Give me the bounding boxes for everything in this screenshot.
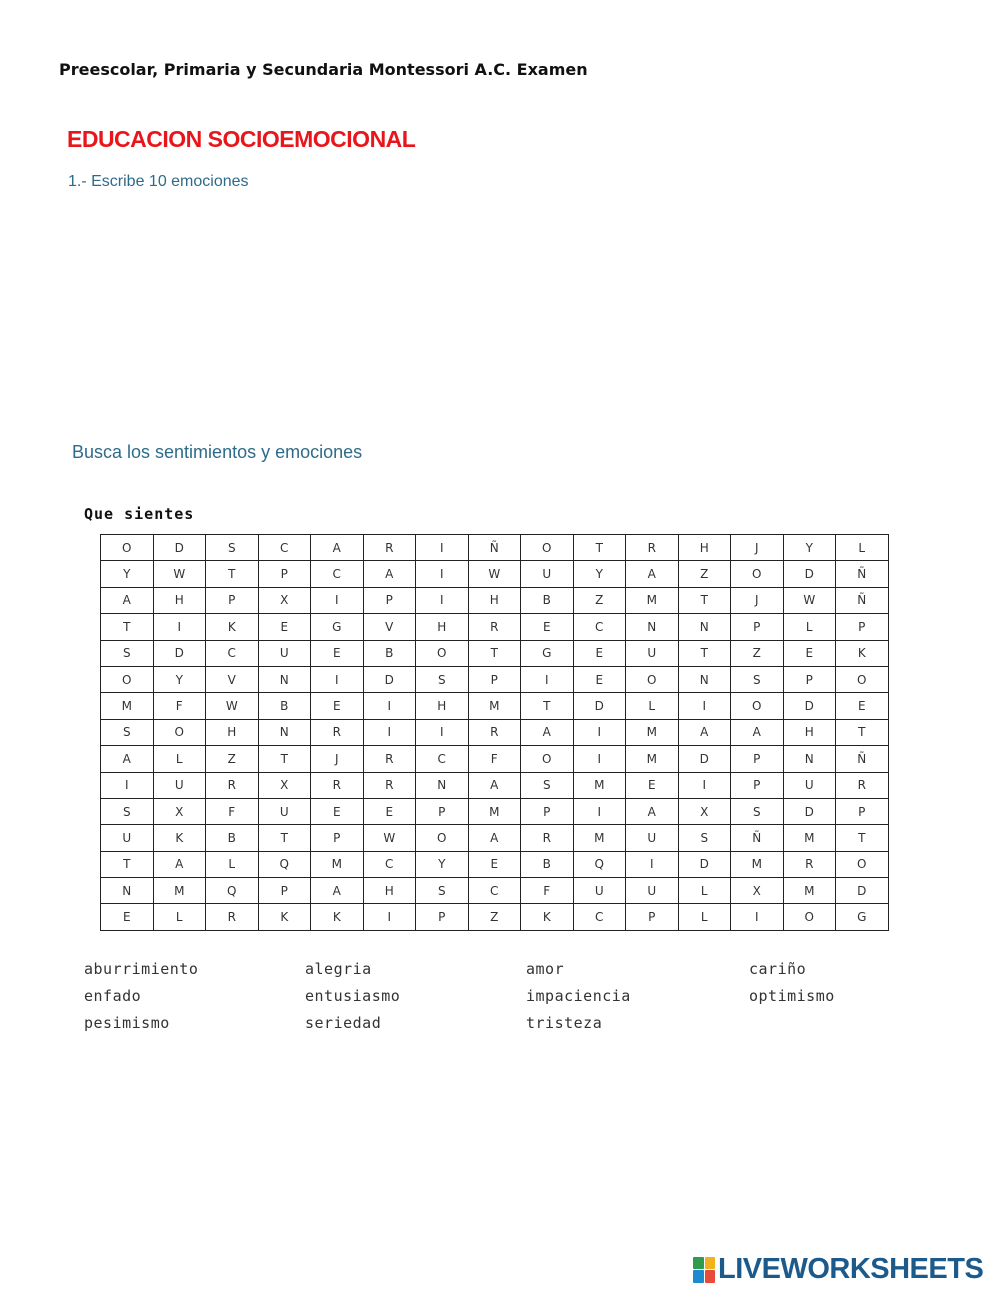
- grid-cell[interactable]: B: [521, 587, 574, 613]
- grid-cell[interactable]: R: [468, 614, 521, 640]
- grid-cell[interactable]: N: [416, 772, 469, 798]
- grid-cell[interactable]: W: [363, 825, 416, 851]
- grid-cell[interactable]: H: [363, 878, 416, 904]
- grid-cell[interactable]: B: [363, 640, 416, 666]
- grid-cell[interactable]: L: [678, 904, 731, 930]
- grid-cell[interactable]: B: [206, 825, 259, 851]
- grid-cell[interactable]: A: [521, 719, 574, 745]
- word-item: pesimismo: [84, 1014, 170, 1032]
- word-item: impaciencia: [526, 987, 631, 1005]
- grid-cell[interactable]: P: [416, 798, 469, 824]
- grid-cell[interactable]: P: [311, 825, 364, 851]
- grid-cell[interactable]: O: [731, 561, 784, 587]
- grid-cell[interactable]: S: [101, 719, 154, 745]
- grid-cell[interactable]: Z: [678, 561, 731, 587]
- grid-cell[interactable]: I: [416, 535, 469, 561]
- grid-row: [101, 666, 889, 692]
- grid-row: [101, 719, 889, 745]
- grid-cell[interactable]: T: [101, 614, 154, 640]
- grid-cell[interactable]: P: [468, 666, 521, 692]
- grid-cell[interactable]: C: [363, 851, 416, 877]
- grid-cell[interactable]: L: [836, 535, 889, 561]
- grid-cell[interactable]: C: [258, 535, 311, 561]
- grid-cell[interactable]: N: [783, 746, 836, 772]
- grid-cell[interactable]: S: [101, 640, 154, 666]
- grid-cell[interactable]: X: [731, 878, 784, 904]
- grid-row: [101, 640, 889, 666]
- grid-cell[interactable]: O: [153, 719, 206, 745]
- grid-cell[interactable]: F: [206, 798, 259, 824]
- grid-cell[interactable]: A: [468, 772, 521, 798]
- grid-cell[interactable]: R: [311, 719, 364, 745]
- grid-cell[interactable]: R: [363, 535, 416, 561]
- grid-cell[interactable]: L: [626, 693, 679, 719]
- word-item: optimismo: [749, 987, 835, 1005]
- grid-cell[interactable]: H: [468, 587, 521, 613]
- grid-cell[interactable]: O: [101, 666, 154, 692]
- grid-cell[interactable]: S: [101, 798, 154, 824]
- grid-cell[interactable]: O: [416, 825, 469, 851]
- grid-cell[interactable]: U: [626, 825, 679, 851]
- grid-cell[interactable]: D: [153, 640, 206, 666]
- grid-cell[interactable]: T: [678, 587, 731, 613]
- grid-cell[interactable]: H: [783, 719, 836, 745]
- grid-cell[interactable]: W: [468, 561, 521, 587]
- grid-cell[interactable]: T: [836, 825, 889, 851]
- grid-cell[interactable]: I: [626, 851, 679, 877]
- grid-cell[interactable]: L: [153, 746, 206, 772]
- grid-cell[interactable]: D: [783, 693, 836, 719]
- word-item: cariño: [749, 960, 807, 978]
- grid-cell[interactable]: C: [573, 614, 626, 640]
- grid-cell[interactable]: P: [258, 561, 311, 587]
- grid-cell[interactable]: Ñ: [731, 825, 784, 851]
- grid-cell[interactable]: G: [521, 640, 574, 666]
- grid-cell[interactable]: M: [311, 851, 364, 877]
- grid-cell[interactable]: Z: [206, 746, 259, 772]
- grid-cell[interactable]: D: [678, 746, 731, 772]
- grid-cell[interactable]: F: [153, 693, 206, 719]
- grid-cell[interactable]: O: [836, 851, 889, 877]
- grid-cell[interactable]: O: [521, 535, 574, 561]
- grid-row: [101, 587, 889, 613]
- grid-cell[interactable]: N: [258, 719, 311, 745]
- grid-cell[interactable]: T: [573, 535, 626, 561]
- grid-cell[interactable]: M: [783, 878, 836, 904]
- grid-cell[interactable]: D: [836, 878, 889, 904]
- grid-cell[interactable]: T: [521, 693, 574, 719]
- grid-cell[interactable]: C: [416, 746, 469, 772]
- grid-cell[interactable]: N: [101, 878, 154, 904]
- grid-cell[interactable]: A: [678, 719, 731, 745]
- grid-cell[interactable]: Y: [101, 561, 154, 587]
- grid-cell[interactable]: M: [101, 693, 154, 719]
- grid-cell[interactable]: J: [731, 587, 784, 613]
- grid-cell[interactable]: D: [363, 666, 416, 692]
- grid-row: [101, 878, 889, 904]
- grid-cell[interactable]: P: [836, 798, 889, 824]
- grid-cell[interactable]: A: [153, 851, 206, 877]
- word-item: aburrimiento: [84, 960, 199, 978]
- grid-cell[interactable]: Y: [153, 666, 206, 692]
- grid-cell[interactable]: Y: [573, 561, 626, 587]
- grid-cell[interactable]: K: [836, 640, 889, 666]
- grid-cell[interactable]: X: [153, 798, 206, 824]
- grid-cell[interactable]: X: [258, 587, 311, 613]
- grid-cell[interactable]: A: [468, 825, 521, 851]
- grid-cell[interactable]: C: [573, 904, 626, 930]
- grid-cell[interactable]: P: [731, 746, 784, 772]
- grid-cell[interactable]: F: [521, 878, 574, 904]
- grid-cell[interactable]: T: [468, 640, 521, 666]
- grid-cell[interactable]: L: [206, 851, 259, 877]
- word-item: amor: [526, 960, 565, 978]
- grid-cell[interactable]: R: [311, 772, 364, 798]
- grid-cell[interactable]: M: [626, 587, 679, 613]
- grid-row: [101, 561, 889, 587]
- grid-cell[interactable]: D: [783, 798, 836, 824]
- grid-cell[interactable]: C: [206, 640, 259, 666]
- grid-cell[interactable]: U: [626, 640, 679, 666]
- grid-cell[interactable]: P: [521, 798, 574, 824]
- grid-cell[interactable]: E: [573, 666, 626, 692]
- grid-row: [101, 798, 889, 824]
- grid-cell[interactable]: O: [626, 666, 679, 692]
- grid-cell[interactable]: I: [521, 666, 574, 692]
- grid-cell[interactable]: U: [573, 878, 626, 904]
- grid-cell[interactable]: R: [521, 825, 574, 851]
- grid-cell[interactable]: O: [416, 640, 469, 666]
- grid-cell[interactable]: K: [206, 614, 259, 640]
- grid-cell[interactable]: Z: [731, 640, 784, 666]
- grid-cell[interactable]: S: [678, 825, 731, 851]
- grid-cell[interactable]: X: [258, 772, 311, 798]
- wordsearch-grid[interactable]: [100, 534, 889, 931]
- grid-cell[interactable]: B: [521, 851, 574, 877]
- grid-cell[interactable]: P: [363, 587, 416, 613]
- grid-row: [101, 904, 889, 930]
- grid-row: [101, 614, 889, 640]
- grid-cell[interactable]: G: [311, 614, 364, 640]
- grid-cell[interactable]: O: [783, 904, 836, 930]
- grid-cell[interactable]: R: [206, 772, 259, 798]
- grid-cell[interactable]: I: [363, 719, 416, 745]
- school-header: Preescolar, Primaria y Secundaria Montessori A.C. Examen: [59, 60, 588, 79]
- grid-cell[interactable]: E: [311, 798, 364, 824]
- word-item: alegria: [305, 960, 372, 978]
- word-item: entusiasmo: [305, 987, 401, 1005]
- grid-cell[interactable]: I: [678, 772, 731, 798]
- word-item: seriedad: [305, 1014, 382, 1032]
- grid-cell[interactable]: B: [258, 693, 311, 719]
- liveworksheets-logo: [693, 1253, 983, 1286]
- grid-cell[interactable]: X: [678, 798, 731, 824]
- grid-cell[interactable]: R: [783, 851, 836, 877]
- grid-cell[interactable]: P: [731, 614, 784, 640]
- grid-cell[interactable]: T: [258, 825, 311, 851]
- grid-cell[interactable]: E: [783, 640, 836, 666]
- grid-cell[interactable]: D: [153, 535, 206, 561]
- grid-cell[interactable]: R: [836, 772, 889, 798]
- grid-cell[interactable]: C: [311, 561, 364, 587]
- grid-cell[interactable]: E: [626, 772, 679, 798]
- grid-cell[interactable]: Q: [258, 851, 311, 877]
- grid-cell[interactable]: S: [416, 666, 469, 692]
- grid-cell[interactable]: E: [573, 640, 626, 666]
- grid-cell[interactable]: P: [416, 904, 469, 930]
- grid-cell[interactable]: T: [101, 851, 154, 877]
- grid-cell[interactable]: A: [626, 561, 679, 587]
- grid-row: [101, 851, 889, 877]
- grid-cell[interactable]: P: [206, 587, 259, 613]
- logo-square: [693, 1257, 704, 1270]
- question-1: 1.- Escribe 10 emociones: [68, 173, 249, 190]
- grid-cell[interactable]: Ñ: [468, 535, 521, 561]
- grid-cell[interactable]: Ñ: [836, 561, 889, 587]
- grid-cell[interactable]: S: [206, 535, 259, 561]
- grid-cell[interactable]: L: [153, 904, 206, 930]
- grid-cell[interactable]: O: [521, 746, 574, 772]
- grid-cell[interactable]: K: [521, 904, 574, 930]
- grid-cell[interactable]: E: [258, 614, 311, 640]
- grid-cell[interactable]: L: [783, 614, 836, 640]
- grid-cell[interactable]: M: [626, 719, 679, 745]
- grid-cell[interactable]: E: [311, 693, 364, 719]
- grid-cell[interactable]: S: [416, 878, 469, 904]
- grid-cell[interactable]: R: [206, 904, 259, 930]
- grid-cell[interactable]: H: [416, 614, 469, 640]
- grid-cell[interactable]: I: [416, 719, 469, 745]
- grid-cell[interactable]: I: [573, 798, 626, 824]
- grid-cell[interactable]: A: [731, 719, 784, 745]
- grid-cell[interactable]: Y: [783, 535, 836, 561]
- grid-cell[interactable]: O: [836, 666, 889, 692]
- grid-cell[interactable]: U: [258, 798, 311, 824]
- grid-cell[interactable]: I: [573, 719, 626, 745]
- grid-cell[interactable]: O: [731, 693, 784, 719]
- grid-cell[interactable]: U: [626, 878, 679, 904]
- grid-cell[interactable]: I: [363, 693, 416, 719]
- grid-cell[interactable]: P: [731, 772, 784, 798]
- grid-cell[interactable]: N: [626, 614, 679, 640]
- grid-cell[interactable]: D: [783, 561, 836, 587]
- grid-cell[interactable]: A: [101, 746, 154, 772]
- grid-cell[interactable]: P: [258, 878, 311, 904]
- grid-cell[interactable]: G: [836, 904, 889, 930]
- grid-row: [101, 746, 889, 772]
- grid-cell[interactable]: Z: [468, 904, 521, 930]
- grid-cell[interactable]: J: [311, 746, 364, 772]
- grid-cell[interactable]: N: [678, 614, 731, 640]
- grid-cell[interactable]: S: [731, 798, 784, 824]
- grid-cell[interactable]: E: [836, 693, 889, 719]
- grid-cell[interactable]: O: [101, 535, 154, 561]
- grid-cell[interactable]: P: [626, 904, 679, 930]
- grid-cell[interactable]: P: [783, 666, 836, 692]
- grid-cell[interactable]: R: [626, 535, 679, 561]
- grid-cell[interactable]: I: [573, 746, 626, 772]
- grid-cell[interactable]: V: [206, 666, 259, 692]
- grid-cell[interactable]: M: [626, 746, 679, 772]
- answer-area[interactable]: [68, 200, 928, 420]
- grid-cell[interactable]: R: [363, 746, 416, 772]
- grid-cell[interactable]: Ñ: [836, 587, 889, 613]
- grid-cell[interactable]: Z: [573, 587, 626, 613]
- logo-icon: [693, 1257, 715, 1283]
- grid-cell[interactable]: U: [153, 772, 206, 798]
- logo-square: [693, 1270, 704, 1283]
- grid-cell[interactable]: E: [101, 904, 154, 930]
- grid-cell[interactable]: M: [468, 693, 521, 719]
- grid-cell[interactable]: I: [311, 666, 364, 692]
- question-2: Busca los sentimientos y emociones: [72, 442, 363, 462]
- grid-cell[interactable]: M: [783, 825, 836, 851]
- logo-text: LIVEWORKSHEETS: [718, 1253, 984, 1285]
- grid-cell[interactable]: T: [836, 719, 889, 745]
- grid-cell[interactable]: I: [311, 587, 364, 613]
- grid-cell[interactable]: E: [311, 640, 364, 666]
- grid-row: [101, 693, 889, 719]
- grid-cell[interactable]: K: [258, 904, 311, 930]
- grid-cell[interactable]: S: [731, 666, 784, 692]
- grid-cell[interactable]: D: [678, 851, 731, 877]
- grid-cell[interactable]: I: [731, 904, 784, 930]
- grid-cell[interactable]: Q: [206, 878, 259, 904]
- grid-cell[interactable]: W: [153, 561, 206, 587]
- grid-cell[interactable]: K: [311, 904, 364, 930]
- grid-cell[interactable]: I: [416, 587, 469, 613]
- grid-cell[interactable]: P: [836, 614, 889, 640]
- grid-cell[interactable]: A: [311, 535, 364, 561]
- logo-square: [705, 1270, 716, 1283]
- wordsearch-title: Que sientes: [84, 505, 195, 523]
- grid-cell[interactable]: K: [153, 825, 206, 851]
- grid-cell[interactable]: C: [468, 878, 521, 904]
- grid-cell[interactable]: I: [678, 693, 731, 719]
- grid-cell[interactable]: W: [206, 693, 259, 719]
- grid-cell[interactable]: H: [153, 587, 206, 613]
- subject-title: EDUCACION SOCIOEMOCIONAL: [67, 126, 416, 152]
- grid-cell[interactable]: H: [678, 535, 731, 561]
- grid-cell[interactable]: F: [468, 746, 521, 772]
- grid-row: [101, 825, 889, 851]
- grid-cell[interactable]: I: [153, 614, 206, 640]
- grid-cell[interactable]: U: [783, 772, 836, 798]
- grid-cell[interactable]: V: [363, 614, 416, 640]
- grid-cell[interactable]: H: [206, 719, 259, 745]
- grid-cell[interactable]: A: [101, 587, 154, 613]
- grid-cell[interactable]: E: [521, 614, 574, 640]
- grid-cell[interactable]: N: [258, 666, 311, 692]
- grid-cell[interactable]: I: [101, 772, 154, 798]
- grid-row: [101, 535, 889, 561]
- grid-cell[interactable]: J: [731, 535, 784, 561]
- grid-cell[interactable]: S: [521, 772, 574, 798]
- grid-cell[interactable]: M: [731, 851, 784, 877]
- grid-cell[interactable]: U: [521, 561, 574, 587]
- grid-cell[interactable]: W: [783, 587, 836, 613]
- grid-cell[interactable]: I: [363, 904, 416, 930]
- grid-cell[interactable]: T: [258, 746, 311, 772]
- grid-cell[interactable]: R: [363, 772, 416, 798]
- grid-cell[interactable]: A: [363, 561, 416, 587]
- grid-cell[interactable]: E: [468, 851, 521, 877]
- grid-cell[interactable]: U: [101, 825, 154, 851]
- grid-cell[interactable]: L: [678, 878, 731, 904]
- grid-cell[interactable]: Y: [416, 851, 469, 877]
- grid-cell[interactable]: M: [573, 825, 626, 851]
- grid-cell[interactable]: Q: [573, 851, 626, 877]
- grid-cell[interactable]: D: [573, 693, 626, 719]
- grid-cell[interactable]: T: [678, 640, 731, 666]
- grid-row: [101, 772, 889, 798]
- grid-cell[interactable]: A: [311, 878, 364, 904]
- grid-cell[interactable]: M: [573, 772, 626, 798]
- grid-cell[interactable]: N: [678, 666, 731, 692]
- grid-cell[interactable]: T: [206, 561, 259, 587]
- logo-square: [705, 1257, 716, 1270]
- word-item: enfado: [84, 987, 142, 1005]
- grid-cell[interactable]: R: [468, 719, 521, 745]
- grid-cell[interactable]: Ñ: [836, 746, 889, 772]
- word-item: tristeza: [526, 1014, 603, 1032]
- grid-cell[interactable]: A: [626, 798, 679, 824]
- grid-cell[interactable]: I: [416, 561, 469, 587]
- grid-cell[interactable]: H: [416, 693, 469, 719]
- grid-cell[interactable]: U: [258, 640, 311, 666]
- grid-cell[interactable]: M: [468, 798, 521, 824]
- grid-cell[interactable]: M: [153, 878, 206, 904]
- grid-cell[interactable]: E: [363, 798, 416, 824]
